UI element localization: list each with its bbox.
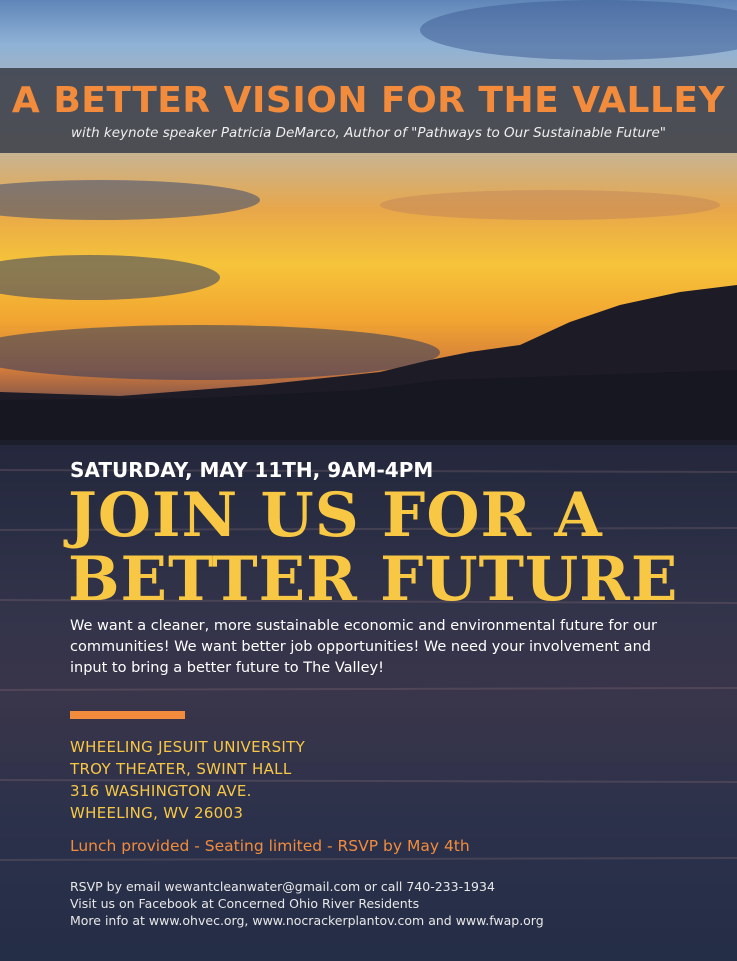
orange-divider [70, 711, 185, 719]
event-date: SATURDAY, MAY 11TH, 9AM-4PM [70, 458, 434, 482]
contact-footer [70, 878, 544, 929]
facebook-line: Visit us on Facebook at Concerned Ohio River Residents [70, 896, 420, 911]
more-info-line: More info at www.ohvec.org, www.nocrackerplantov.com and www.fwap.org [70, 913, 544, 928]
address-line-3: 316 WASHINGTON AVE. [70, 782, 252, 800]
lunch-note: Lunch provided - Seating limited - RSVP by May 4th [70, 837, 470, 855]
event-description: We want a cleaner, more sustainable economic and environmental future for our communities! We want better job opportunities! We need your involvement and input to bring a better future to The Valley! [70, 618, 657, 676]
address-line-4: WHEELING, WV 26003 [70, 804, 244, 822]
rsvp-line: RSVP by email wewantcleanwater@gmail.com or call 740-233-1934 [70, 879, 495, 894]
headline-line-1: JOIN US FOR A [68, 480, 603, 551]
address-line-2: TROY THEATER, SWINT HALL [70, 760, 292, 778]
venue-address [70, 736, 305, 824]
address-line-1: WHEELING JESUIT UNIVERSITY [70, 738, 306, 756]
event-title: A BETTER VISION FOR THE VALLEY [11, 80, 726, 121]
headline [68, 480, 679, 615]
headline-line-2: BETTER FUTURE [68, 544, 679, 615]
keynote-subtitle: with keynote speaker Patricia DeMarco, Author of "Pathways to Our Sustainable Future" [70, 125, 666, 141]
